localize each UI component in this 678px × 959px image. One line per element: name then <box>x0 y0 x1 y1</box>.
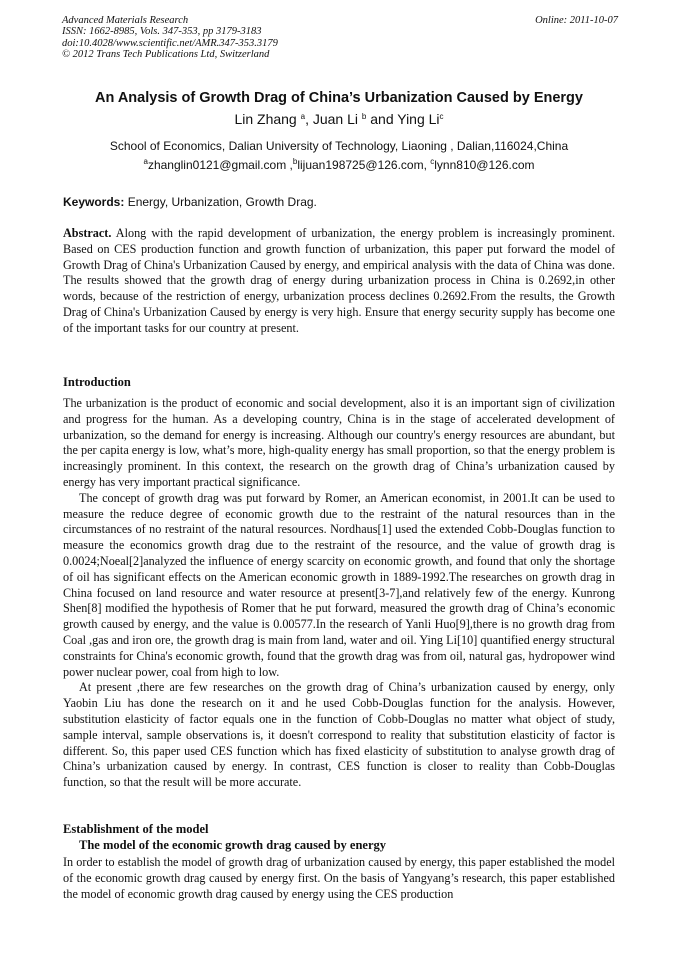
abstract-text: Along with the rapid development of urbanization, the energy problem is increasingly prominent. Based on CES production function and growth function of urbanization, this paper put forward the model of Growth Drag of China's Urbanization Caused by energy, and empirical analysis with the data of China was done. The results showed that the growth drag of energy during urbanization process in China is 0.2692,in other words, because of the restriction of energy, urbanization process declines 0.2692.From the results, the Growth Drag of China's Urbanization Caused by energy is very high. Ensure that energy security supply has become one of the important tasks for our country at present. <box>63 226 615 335</box>
author-name: Lin Zhang <box>234 111 301 127</box>
section-heading-introduction: Introduction <box>63 375 131 389</box>
author-list <box>0 111 678 127</box>
keywords-label: Keywords: <box>63 195 125 209</box>
journal-name: Advanced Materials Research <box>62 15 189 26</box>
establishment-body <box>63 855 615 902</box>
email-superscript: c <box>430 157 435 166</box>
email-superscript: a <box>143 157 148 166</box>
author-superscript: c <box>439 112 444 121</box>
paragraph: The urbanization is the product of economic and social development, also it is an important sign of civilization and progress for the human. As a developing country, China is in the stage of accelerated development of urbanization, so the demand for energy is increasing. Although our country's energy resources are abundant, but the per capita energy is low, what’s more, high-quality energy has small proportion, so that the energy problem is increasingly prominent. In this context, the research on the growth drag of China’s urbanization caused by energy has very important practical significance. <box>63 396 615 489</box>
issn-line: ISSN: 1662-8985, Vols. 347-353, pp 3179-3183 <box>62 26 262 38</box>
author-name: , Juan Li <box>305 111 362 127</box>
paragraph: At present ,there are few researches on the growth drag of China’s urbanization caused by energy, only Yaobin Liu has done the research on it and he used Cobb-Douglas function for the analysis. However, substitution elasticity of factor equals one in the function of Cobb-Douglas no matter what object of study, sample interval, sample observations is, it doesn't correspond to reality that substitution elasticity of factor is different. So, this paper used CES function which has fixed elasticity of substitution to analyse growth drag of China’s urbanization caused by energy. In contrast, CES function is closer to reality than Cobb-Douglas function, so that the result will be more accurate. <box>63 680 615 790</box>
author-name: and Ying Li <box>366 111 440 127</box>
online-date: Online: 2011-10-07 <box>535 15 618 26</box>
author-superscript: b <box>361 112 367 121</box>
paper-title: An Analysis of Growth Drag of China’s Urbanization Caused by Energy <box>95 90 583 106</box>
doi-line: doi:10.4028/www.scientific.net/AMR.347-353.3179 <box>62 37 278 49</box>
email-address: lynn810@126.com <box>434 158 535 172</box>
email-superscript: b <box>292 157 298 166</box>
author-superscript: a <box>300 112 306 121</box>
paragraph: In order to establish the model of growth drag of urbanization caused by energy, this paper established the model of the economic growth drag caused by energy first. On the basis of Yangyang’s research, this paper established the model of economic growth drag caused by energy using the CES production <box>63 855 615 901</box>
paragraph: The concept of growth drag was put forward by Romer, an American economist, in 2001.It can be used to measure the reduce degree of economic growth due to the restraint of the natural resources than in the circumstances of no restraint of the natural resources. Nordhaus[1] used the extended Cobb-Douglas function to measure the economics growth drag due to the restraint of the resource, and the value of growth drag is 0.0024;Noeal[2]analyzed the influence of energy scarcity on economic growth, and found that only the shortage of oil has significant effects on the American economic growth in 1889-1992.The researches on growth drag in China focused on land resource and water resource at present[3-7],and relatively few of the energy. Kunrong Shen[8] modified the hypothesis of Romer that he put forward, measured the growth drag of China’s economic growth caused by energy, and the value is 0.00577.In the research of Yanli Huo[9],there is no growth drag from Coal ,gas and iron ore, the growth drag is main from land, water and oil. Ying Li[10] quantified energy structural constraints for China's economic growth, found that the growth drag was from oil, natural gas, hydropower wind power nuclear power, coal from high to low. <box>63 490 615 679</box>
introduction-body <box>63 396 615 791</box>
email-list <box>0 158 678 172</box>
copyright-line: © 2012 Trans Tech Publications Ltd, Switzerland <box>62 49 270 61</box>
abstract-paragraph <box>63 226 615 337</box>
keywords <box>63 195 317 209</box>
subsection-heading: The model of the economic growth drag caused by energy <box>79 838 387 852</box>
abstract <box>63 226 615 337</box>
section-heading-establishment: Establishment of the model <box>63 822 209 836</box>
keywords-text: Energy, Urbanization, Growth Drag. <box>124 195 317 209</box>
affiliation: School of Economics, Dalian University of Technology, Liaoning , Dalian,116024,China <box>109 139 569 153</box>
email-address: zhanglin0121@gmail.com , <box>147 158 293 172</box>
email-address: lijuan198725@126.com, <box>297 158 431 172</box>
abstract-label: Abstract. <box>63 226 112 240</box>
